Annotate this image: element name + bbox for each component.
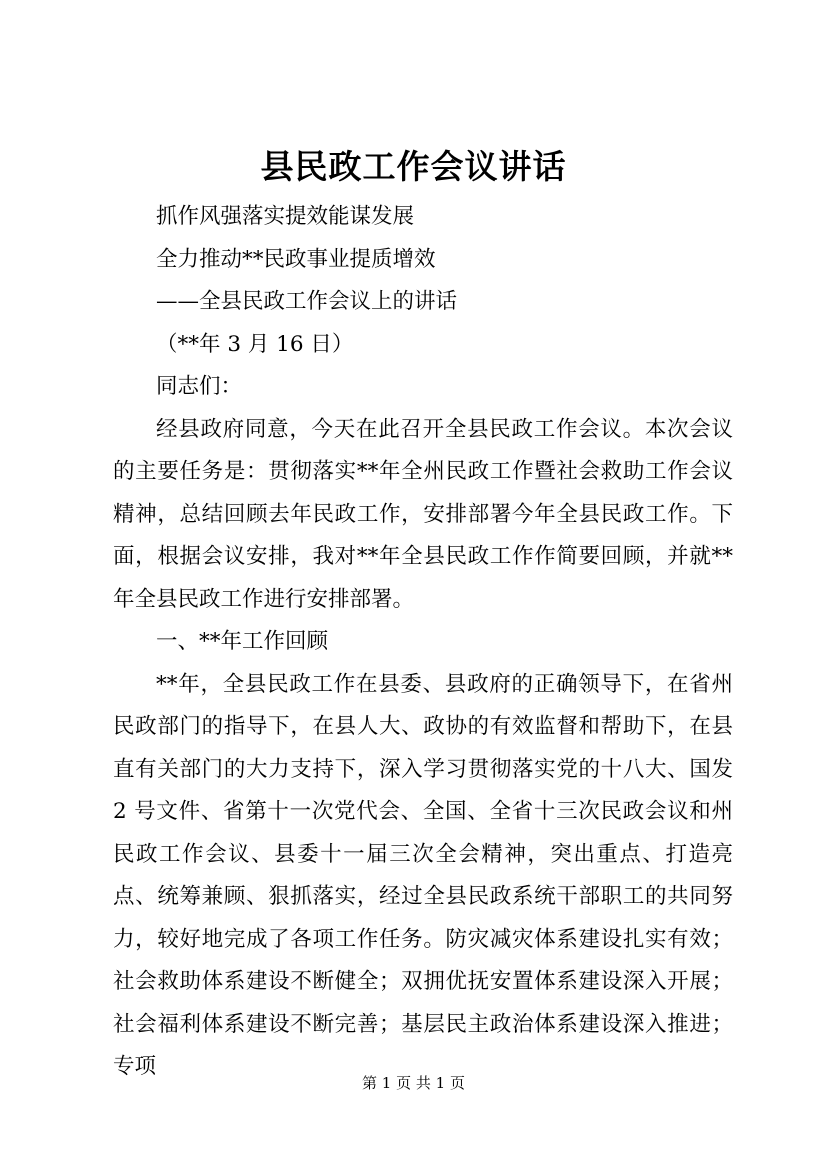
- salutation: 同志们：: [156, 374, 243, 399]
- section-heading: 一、**年工作回顾: [156, 629, 329, 654]
- subtitle-line-1: 抓作风强落实提效能谋发展: [156, 204, 415, 229]
- document-body: [113, 196, 733, 1089]
- subtitle-line-2: 全力推动**民政事业提质增效: [156, 246, 436, 272]
- subtitle-line-3: ——全县民政工作会议上的讲话: [156, 289, 458, 314]
- page-footer: 第 1 页 共 1 页: [362, 1074, 465, 1092]
- section-paragraph: **年，全县民政工作在县委、县政府的正确领导下，在省州民政部门的指导下，在县人大、政协的有效监督和帮助下，在县直有关部门的大力支持下，深入学习贯彻落实党的十八大、国发 2 号文件、省第十一次党代会、全国、全省十三次民政会议和州民政工作会议、县委十一届三次全会精神，突出重点、打造亮点、统筹兼顾、狠抓落实，经过全县民政系统干部职工的共同努力，较好地完成了各项工作任务。防灾减灾体系建设扎实有效；社会救助体系建设不断健全；双拥优抚安置体系建设深入开展；社会福利体系建设不断完善；基层民主政治体系建设深入推进；专项: [113, 671, 733, 1079]
- document-title: 县民政工作会议讲话: [260, 147, 567, 186]
- intro-paragraph: 经县政府同意，今天在此召开全县民政工作会议。本次会议的主要任务是：贯彻落实**年全州民政工作暨社会救助工作会议精神，总结回顾去年民政工作，安排部署今年全县民政工作。下面，根据会议安排，我对**年全县民政工作作简要回顾，并就**年全县民政工作进行安排部署。: [113, 416, 733, 612]
- date-line: （**年 3 月 16 日）: [156, 331, 354, 357]
